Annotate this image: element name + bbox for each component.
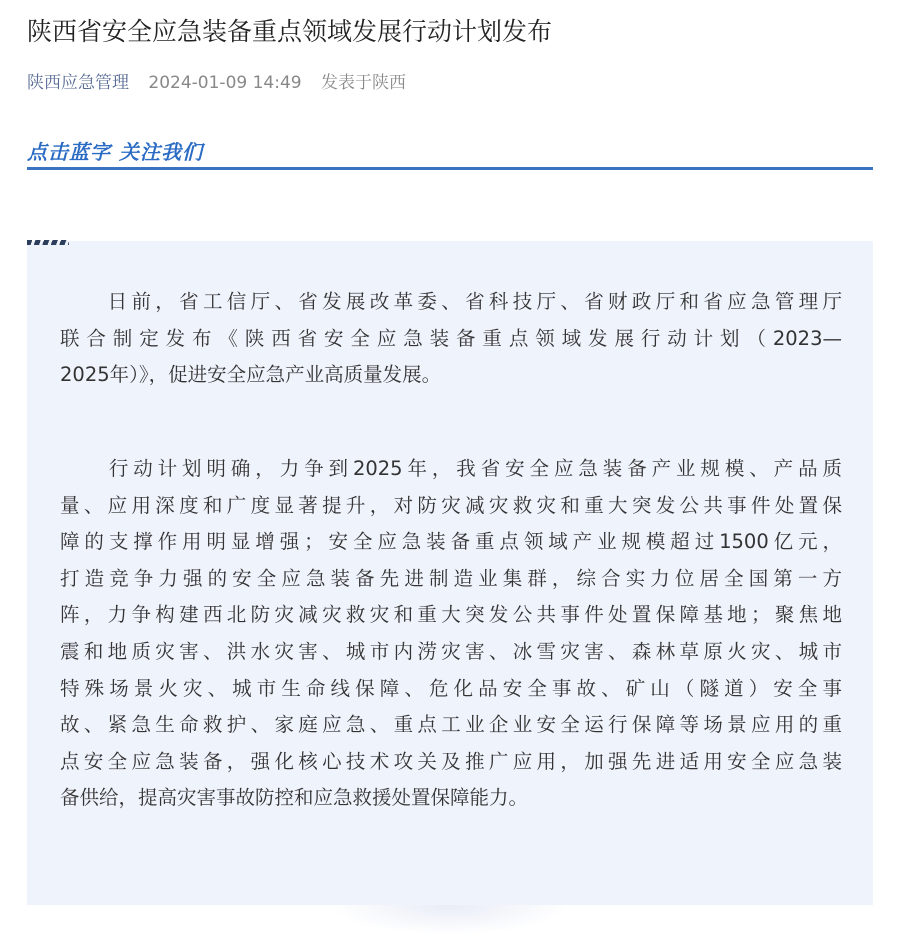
paragraph-1: [60, 284, 842, 394]
publish-datetime: 2024-01-09 14:49: [148, 73, 302, 93]
text-line: 备供给，提高灾害事故防控和应急救援处置保障能力。: [60, 786, 529, 810]
text-line: 行动计划明确，力争到2025年，我省安全应急装备产业规模、产品质: [60, 457, 842, 480]
text-line: 量、应用深度和广度显著提升，对防灾减灾救灾和重大突发公共事件处置保: [60, 493, 842, 517]
article-title: 陕西省安全应急装备重点领域发展行动计划发布: [27, 17, 553, 46]
text-line: 联合制定发布《陕西省安全应急装备重点领域发展行动计划（2023—: [60, 326, 842, 350]
publish-location: 发表于陕西: [321, 73, 407, 93]
text-line: 特殊场景火灾、城市生命线保障、危化品安全事故、矿山（隧道）安全事: [60, 676, 842, 700]
follow-banner: 点击蓝字 关注我们: [27, 140, 203, 164]
bottom-shadow: [330, 905, 570, 935]
account-name-link[interactable]: 陕西应急管理: [27, 73, 129, 93]
divider: [27, 167, 873, 170]
text-line: 打造竞争力强的安全应急装备先进制造业集群，综合实力位居全国第一方: [60, 566, 842, 590]
text-line: 阵，力争构建西北防灾减灾救灾和重大突发公共事件处置保障基地；聚焦地: [60, 603, 842, 627]
article-meta: [27, 68, 420, 93]
text-line: 故、紧急生命救护、家庭应急、重点工业企业安全运行保障等场景应用的重: [60, 713, 842, 737]
stripe-decoration: [27, 240, 69, 245]
text-line: 点安全应急装备，强化核心技术攻关及推广应用，加强先进适用安全应急装: [60, 749, 842, 773]
text-line: 障的支撑作用明显增强；安全应急装备重点领域产业规模超过1500亿元，: [60, 530, 842, 554]
text-line: 2025年）》，促进安全应急产业高质量发展。: [60, 363, 442, 387]
text-line: 日前，省工信厅、省发展改革委、省科技厅、省财政厅和省应急管理厅: [60, 290, 842, 313]
paragraph-2: [60, 451, 842, 817]
text-line: 震和地质灾害、洪水灾害、城市内涝灾害、冰雪灾害、森林草原火灾、城市: [60, 639, 842, 663]
